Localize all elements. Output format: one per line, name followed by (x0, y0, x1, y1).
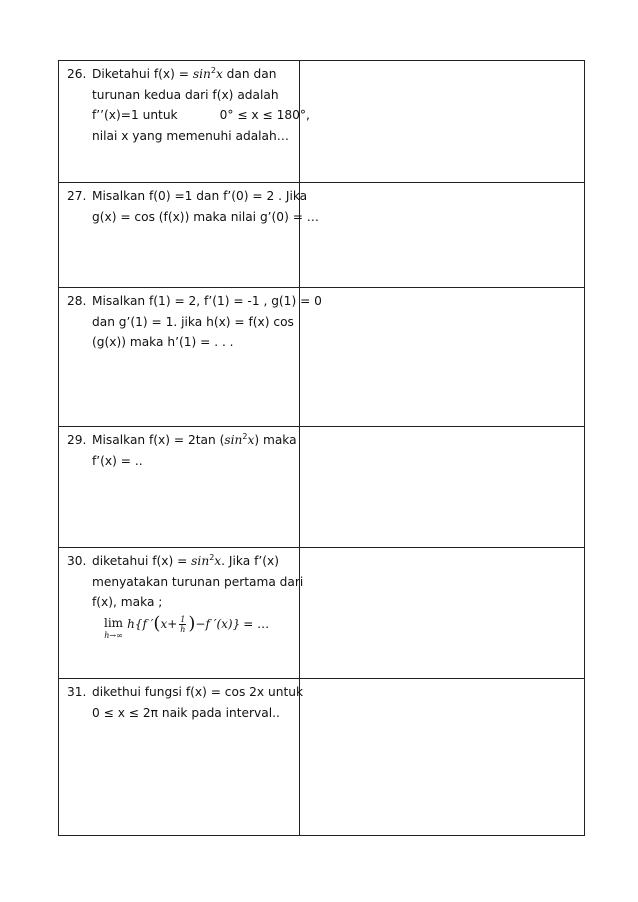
question-cell (59, 679, 304, 836)
table-row (59, 183, 585, 288)
question-cell (59, 427, 300, 548)
question-text: Diketahui $f(x) = \sin^2x$ dan dan turunan kedua dari f(x) adalah f’’(x)=1 untuk 0° ≤ x ≤ 180°, nilai x yang memenuhi adalah… (92, 65, 310, 143)
worksheet (58, 60, 583, 836)
question-number: 26. (67, 67, 87, 81)
question-number: 28. (67, 294, 87, 308)
answer-cell[interactable] (300, 183, 585, 288)
open-paren: ( (153, 613, 161, 634)
table-row (59, 61, 585, 183)
limit-expression (92, 615, 303, 640)
table-row (59, 288, 585, 427)
question-text: Misalkan f(0) =1 dan f’(0) = 2 . Jika g(x) = cos (f(x)) maka nilai g’(0) = … (92, 189, 319, 224)
question-table (58, 60, 585, 836)
answer-cell[interactable] (300, 548, 585, 679)
question-text: dikethui fungsi f(x) = cos 2x untuk 0 ≤ x ≤ 2π naik pada interval.. (92, 685, 304, 720)
answer-cell[interactable] (300, 288, 585, 427)
question-cell (59, 183, 319, 288)
limit-body: h{ f ′ ( x + $\frac{1}{h}$ ) − f ′(x)} = … (127, 613, 270, 634)
question-text: diketahui $f(x) = \sin^2x$. Jika f’(x) menyatakan turunan pertama dari f(x), maka ; lim h→∞ h{ f ′ ( x + $\frac{1}{h}$ ) − f ′(x)} = … (92, 552, 304, 640)
close-paren: ) (188, 613, 196, 634)
question-number: 27. (67, 189, 87, 203)
answer-cell[interactable] (300, 679, 585, 836)
table-row (59, 427, 585, 548)
table-row (59, 548, 585, 679)
question-cell (59, 288, 322, 427)
fraction: $\frac{1}{h}$ (180, 614, 186, 634)
question-text: Misalkan f(1) = 2, f’(1) = -1 , g(1) = 0 dan g’(1) = 1. jika h(x) = f(x) cos (g(x)) maka h’(1) = . . . (92, 294, 322, 349)
answer-cell[interactable] (300, 61, 585, 183)
question-cell (59, 61, 310, 183)
question-number: 29. (67, 433, 87, 447)
question-cell (59, 548, 304, 679)
question-text: Misalkan f(x) = 2tan $(\sin^2x)$ maka f’(x) = .. (92, 431, 297, 468)
limit-operator: lim h→∞ (104, 615, 124, 640)
question-number: 30. (67, 554, 87, 568)
table-row (59, 679, 585, 836)
question-number: 31. (67, 685, 87, 699)
answer-cell[interactable] (300, 427, 585, 548)
